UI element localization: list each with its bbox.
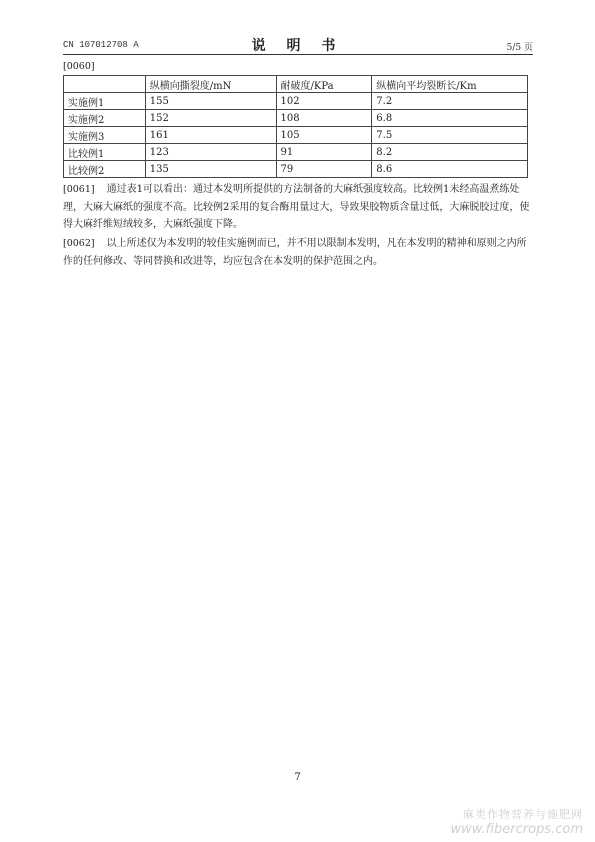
table-cell: 8.6 <box>372 161 528 178</box>
table-header-cell: 纵横向平均裂断长/Km <box>372 76 528 93</box>
table-cell: 比较例1 <box>64 144 146 161</box>
table-header-cell: 纵横向撕裂度/mN <box>145 76 276 93</box>
results-table <box>63 75 528 178</box>
table-cell: 135 <box>145 161 276 178</box>
header-rule <box>63 54 533 55</box>
table-cell: 161 <box>145 127 276 144</box>
table-cell: 105 <box>276 127 372 144</box>
table-cell: 7.5 <box>372 127 528 144</box>
paragraph-tag-0062: [0062] <box>63 238 95 249</box>
table-cell: 6.8 <box>372 110 528 127</box>
paragraph-0061 <box>63 181 533 234</box>
paragraph-0062 <box>63 235 533 270</box>
table-cell: 91 <box>276 144 372 161</box>
table-cell: 实施例3 <box>64 127 146 144</box>
table-row <box>64 127 528 144</box>
table-header-cell: 耐破度/KPa <box>276 76 372 93</box>
watermark-line: 麻类作物营养与施肥网 <box>463 808 583 821</box>
page-info: 5/5 页 <box>506 43 533 53</box>
table-row <box>64 110 528 127</box>
document-title: 说 明 书 <box>251 38 344 54</box>
table-cell: 79 <box>276 161 372 178</box>
table-cell: 实施例1 <box>64 93 146 110</box>
table-cell: 8.2 <box>372 144 528 161</box>
table-row <box>64 144 528 161</box>
table-cell: 比较例2 <box>64 161 146 178</box>
table-row <box>64 161 528 178</box>
watermark-url: www.fibercrops.com <box>450 822 583 837</box>
watermark <box>450 806 583 837</box>
table-cell: 实施例2 <box>64 110 146 127</box>
page-number: 7 <box>294 772 301 783</box>
paragraph-text: 以上所述仅为本发明的较佳实施例而已，并不用以限制本发明，凡在本发明的精神和原则之内所作的任何修改、等同替换和改进等，均应包含在本发明的保护范围之内。 <box>63 238 527 267</box>
paragraph-tag-0061: [0061] <box>63 184 95 195</box>
table-row <box>64 93 528 110</box>
table-header-cell <box>64 76 146 93</box>
table-cell: 155 <box>145 93 276 110</box>
paragraph-tag-0060: [0060] <box>63 61 95 72</box>
table-cell: 152 <box>145 110 276 127</box>
document-number: CN 107012708 A <box>63 40 139 50</box>
table-cell: 7.2 <box>372 93 528 110</box>
paragraph-text: 通过表1可以看出：通过本发明所提供的方法制备的大麻纸强度较高。比较例1未经高温煮练处理，大麻大麻纸的强度不高。比较例2采用的复合酶用量过大，导致果胶物质含量过低，大麻脱胶过度，使得大麻纤维短绒较多，大麻纸强度下降。 <box>63 184 530 230</box>
table-header-row <box>64 76 528 93</box>
table-cell: 102 <box>276 93 372 110</box>
table-cell: 108 <box>276 110 372 127</box>
table-cell: 123 <box>145 144 276 161</box>
